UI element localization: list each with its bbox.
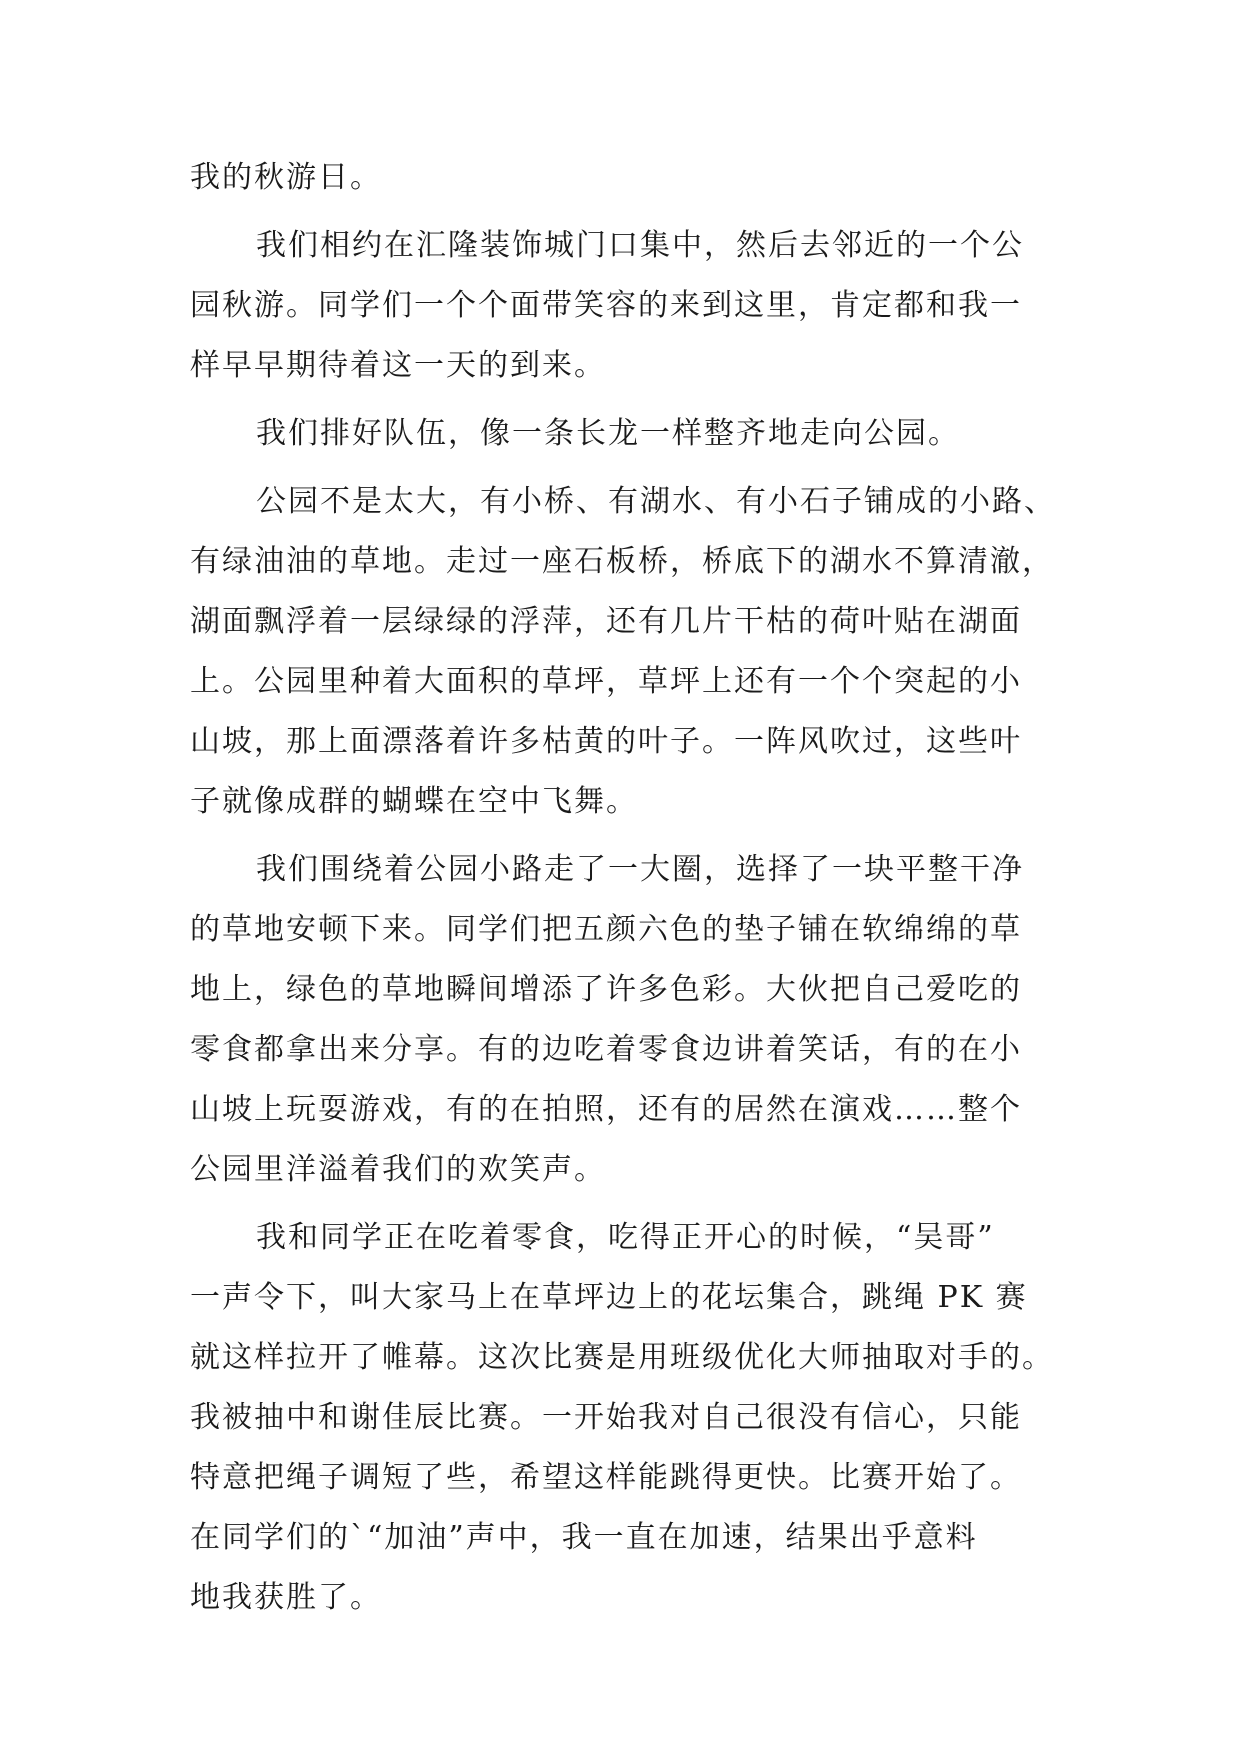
paragraph: [190, 840, 1070, 1200]
text-line: 园秋游。同学们一个个面带笑容的来到这里，肯定都和我一: [190, 288, 1022, 323]
text-line: 就这样拉开了帷幕。这次比赛是用班级优化大师抽取对手的。: [190, 1340, 1054, 1375]
text-line: 子就像成群的蝴蝶在空中飞舞。: [190, 784, 638, 819]
text-line: 我被抽中和谢佳辰比赛。一开始我对自己很没有信心，只能: [190, 1400, 1022, 1435]
paragraph: [190, 148, 1070, 208]
text-line: 山坡上玩耍游戏，有的在拍照，还有的居然在演戏……整个: [190, 1092, 1022, 1127]
text-line: 有绿油油的草地。走过一座石板桥，桥底下的湖水不算清澈，: [190, 544, 1054, 579]
text-line: 地我获胜了。: [190, 1580, 382, 1615]
paragraph: [190, 472, 1070, 832]
text-line: 我们排好队伍，像一条长龙一样整齐地走向公园。: [256, 416, 960, 451]
paragraph: [190, 404, 1070, 464]
text-line: 湖面飘浮着一层绿绿的浮萍，还有几片干枯的荷叶贴在湖面: [190, 604, 1022, 639]
text-line: 地上，绿色的草地瞬间增添了许多色彩。大伙把自己爱吃的: [190, 972, 1022, 1007]
text-line: 零食都拿出来分享。有的边吃着零食边讲着笑话，有的在小: [190, 1032, 1022, 1067]
text-line: 样早早期待着这一天的到来。: [190, 348, 606, 383]
text-line: 我们相约在汇隆装饰城门口集中，然后去邻近的一个公: [256, 228, 1024, 263]
text-line: 一声令下，叫大家马上在草坪边上的花坛集合，跳绳 PK 赛: [190, 1280, 1028, 1315]
text-line: 山坡，那上面漂落着许多枯黄的叶子。一阵风吹过，这些叶: [190, 724, 1022, 759]
paragraph: [190, 1208, 1070, 1628]
text-line: 我和同学正在吃着零食，吃得正开心的时候，“吴哥”: [256, 1220, 995, 1255]
text-line: 的草地安顿下来。同学们把五颜六色的垫子铺在软绵绵的草: [190, 912, 1022, 947]
essay-body: [190, 148, 1070, 1628]
text-line: 上。公园里种着大面积的草坪，草坪上还有一个个突起的小: [190, 664, 1022, 699]
text-line: 我们围绕着公园小路走了一大圈，选择了一块平整干净: [256, 852, 1024, 887]
text-line: 公园里洋溢着我们的欢笑声。: [190, 1152, 606, 1187]
text-line: 公园不是太大，有小桥、有湖水、有小石子铺成的小路、: [256, 484, 1056, 519]
text-line: 在同学们的`“加油”声中，我一直在加速，结果出乎意料: [190, 1520, 978, 1555]
text-line: 我的秋游日。: [190, 160, 382, 195]
text-line: 特意把绳子调短了些，希望这样能跳得更快。比赛开始了。: [190, 1460, 1022, 1495]
paragraph: [190, 216, 1070, 396]
